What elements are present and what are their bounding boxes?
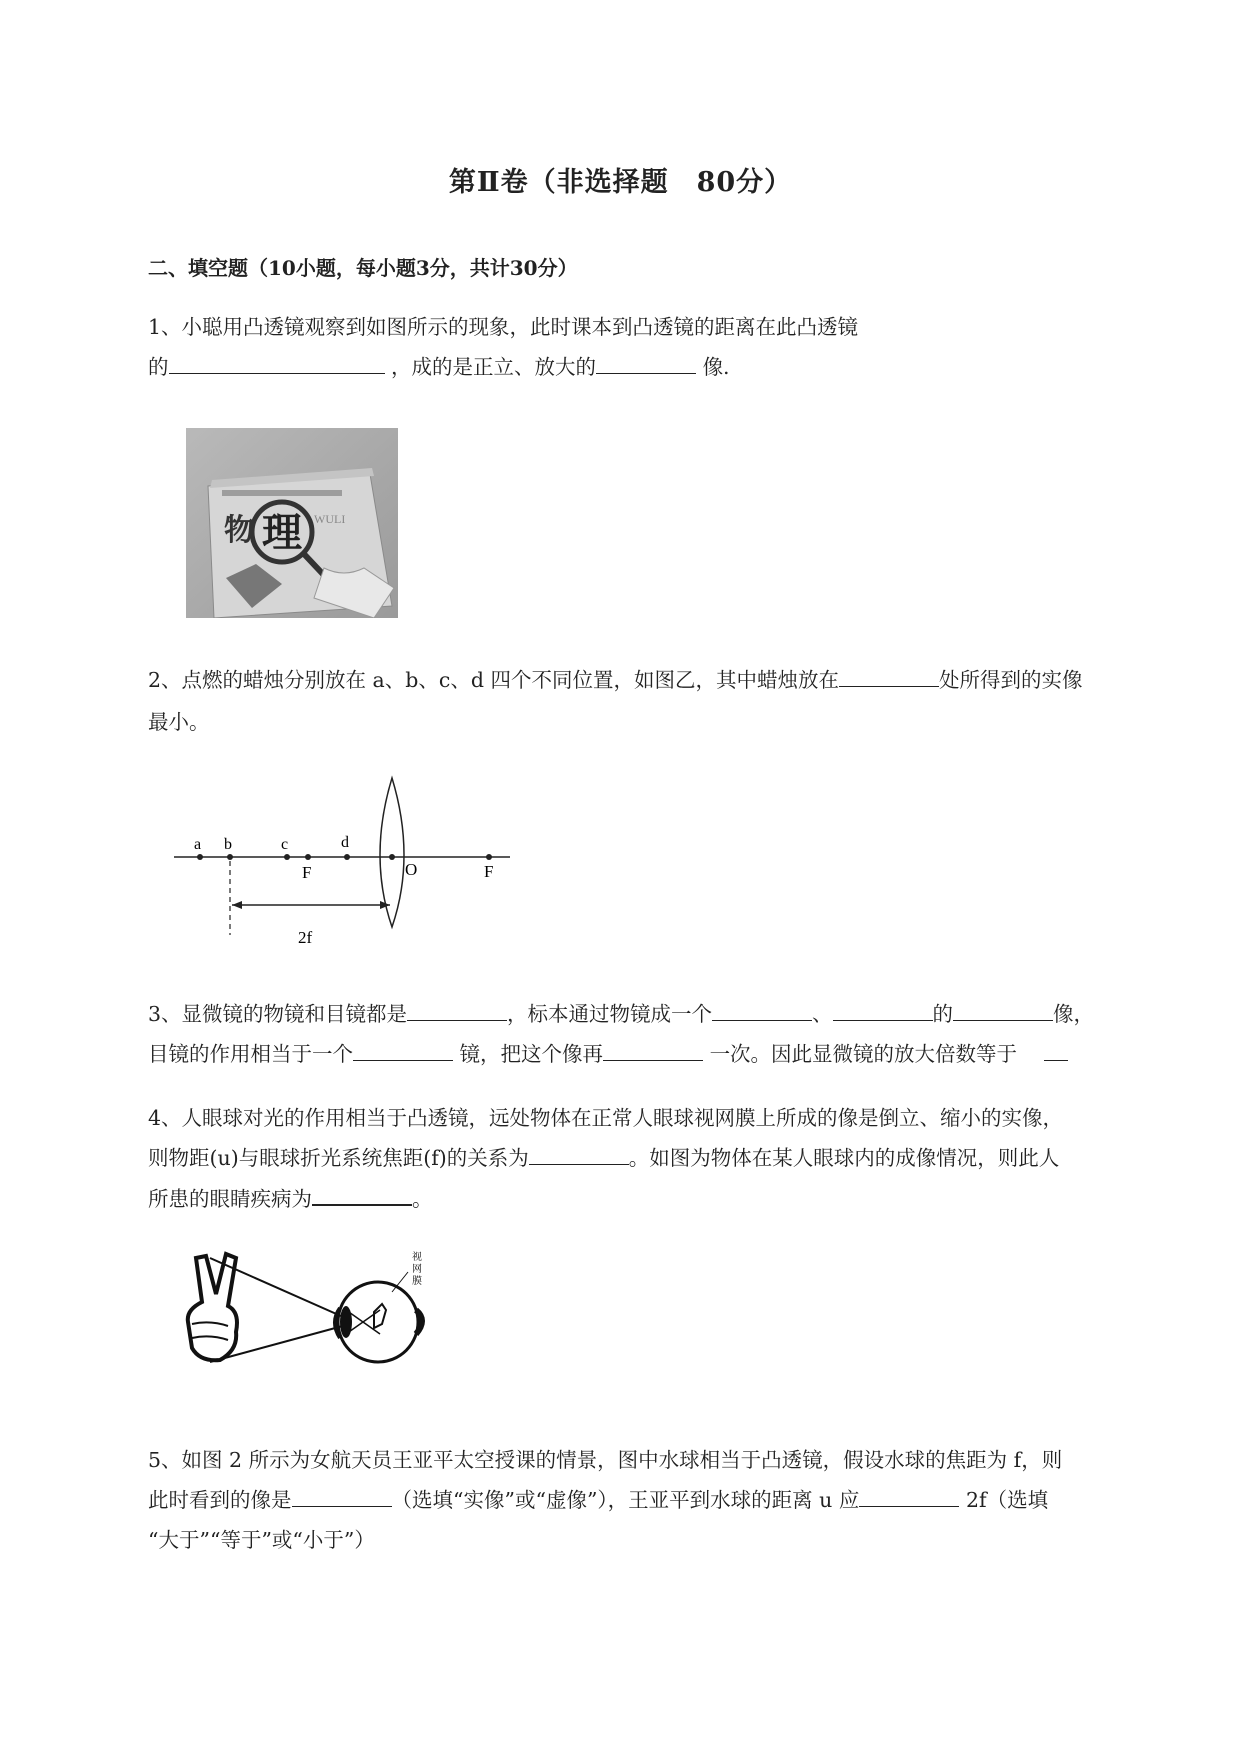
q2-line1 [148, 664, 1083, 696]
q4-blank-1[interactable] [529, 1142, 629, 1165]
q1-text-a: 的 [148, 355, 169, 379]
q3-blank-3[interactable] [833, 998, 933, 1021]
q3-blank-5[interactable] [353, 1038, 453, 1061]
q5-text-a: 此时看到的像是 [148, 1488, 292, 1512]
book-title-char1: 物 [224, 514, 254, 547]
label-focus-right: F [484, 862, 494, 881]
q1-blank-1[interactable] [169, 351, 385, 374]
label-center: O [405, 860, 418, 879]
ray-bottom [210, 1324, 350, 1362]
q3-line2 [148, 1038, 1068, 1070]
q3-text-h: 一次。因此显微镜的放大倍数等于 [709, 1042, 1018, 1066]
retina-label-1: 视 [412, 1252, 422, 1263]
q1-line1: 1、小聪用凸透镜观察到如图所示的现象，此时课本到凸透镜的距离在此凸透镜 [148, 315, 859, 339]
q3-blank-4[interactable] [953, 998, 1053, 1021]
q2-blank-1[interactable] [839, 664, 939, 687]
eye-diagram [180, 1250, 440, 1386]
point-center [389, 854, 395, 860]
point-a [197, 854, 203, 860]
q3-line1 [148, 998, 1094, 1030]
q3-text-f: 目镜的作用相当于一个 [148, 1042, 353, 1066]
magnifier-photo [186, 428, 398, 618]
q3-text-c: 、 [812, 1002, 833, 1026]
q2-text-b: 处所得到的实像 [939, 668, 1083, 692]
point-b [227, 854, 233, 860]
q5-line2 [148, 1484, 1048, 1516]
inverted-image [374, 1304, 386, 1328]
q3-blank-7[interactable] [1044, 1038, 1068, 1061]
label-a: a [194, 836, 202, 853]
q4-line2 [148, 1142, 1059, 1174]
retina-label-3: 膜 [412, 1276, 422, 1287]
q5-blank-1[interactable] [292, 1484, 392, 1507]
book-title-char2: 理 [262, 510, 302, 555]
q5-text-b: （选填“实像”或“虚像”），王亚平到水球的距离 u 应 [391, 1488, 860, 1512]
q3-blank-2[interactable] [712, 998, 812, 1021]
point-focus-right [486, 854, 492, 860]
label-c: c [281, 836, 289, 853]
label-2f: 2f [298, 928, 313, 947]
q1-line2 [148, 351, 730, 383]
q1-text-c: 像. [702, 355, 730, 379]
point-focus-left [305, 854, 311, 860]
q2-line2: 最小。 [148, 710, 210, 734]
q5-line1: 5、如图 2 所示为女航天员王亚平太空授课的情景，图中水球相当于凸透镜，假设水球的焦距为 f，则 [148, 1448, 1063, 1472]
page-title: 第Ⅱ卷（非选择题 80分） [448, 167, 793, 198]
hand-shape [188, 1254, 237, 1360]
q3-text-a: 3、显微镜的物镜和目镜都是 [148, 1002, 408, 1026]
q4-text-c: 所患的眼睛疾病为 [148, 1187, 312, 1211]
q3-text-b: ，标本通过物镜成一个 [507, 1002, 713, 1026]
q4-text-a: 则物距(u)与眼球折光系统焦距(f)的关系为 [148, 1146, 529, 1170]
label-d: d [341, 834, 349, 851]
q4-line1: 4、人眼球对光的作用相当于凸透镜，远处物体在正常人眼球视网膜上所成的像是倒立、缩小的实像， [148, 1106, 1064, 1130]
label-focus-left: F [302, 863, 312, 882]
q3-text-g: 镜，把这个像再 [459, 1042, 604, 1066]
q2-text-a: 2、点燃的蜡烛分别放在 a、b、c、d 四个不同位置，如图乙，其中蜡烛放在 [148, 668, 840, 692]
q5-text-c: 2f（选填 [965, 1488, 1049, 1512]
q4-text-b: 。如图为物体在某人眼球内的成像情况，则此人 [628, 1146, 1060, 1170]
q3-text-e: 像， [1053, 1002, 1095, 1026]
q5-line3: “大于”“等于”或“小于”） [148, 1528, 375, 1552]
q3-blank-6[interactable] [603, 1038, 703, 1061]
label-b: b [224, 836, 232, 853]
q4-blank-2[interactable] [312, 1182, 412, 1206]
q1-blank-2[interactable] [596, 351, 696, 374]
lens-diagram [172, 775, 512, 950]
arrow-left [232, 901, 242, 909]
retina-label-2: 网 [412, 1264, 422, 1275]
q5-blank-2[interactable] [859, 1484, 959, 1507]
q4-line3 [148, 1182, 433, 1215]
point-c [284, 854, 290, 860]
book-cover-text: WULI [314, 512, 346, 526]
point-d [344, 854, 350, 860]
q3-blank-1[interactable] [407, 998, 507, 1021]
section-heading: 二、填空题（10小题，每小题3分，共计30分） [148, 256, 578, 280]
q1-text-b: ，成的是正立、放大的 [391, 355, 597, 379]
q4-text-d: 。 [412, 1187, 433, 1211]
q3-text-d: 的 [932, 1002, 954, 1026]
